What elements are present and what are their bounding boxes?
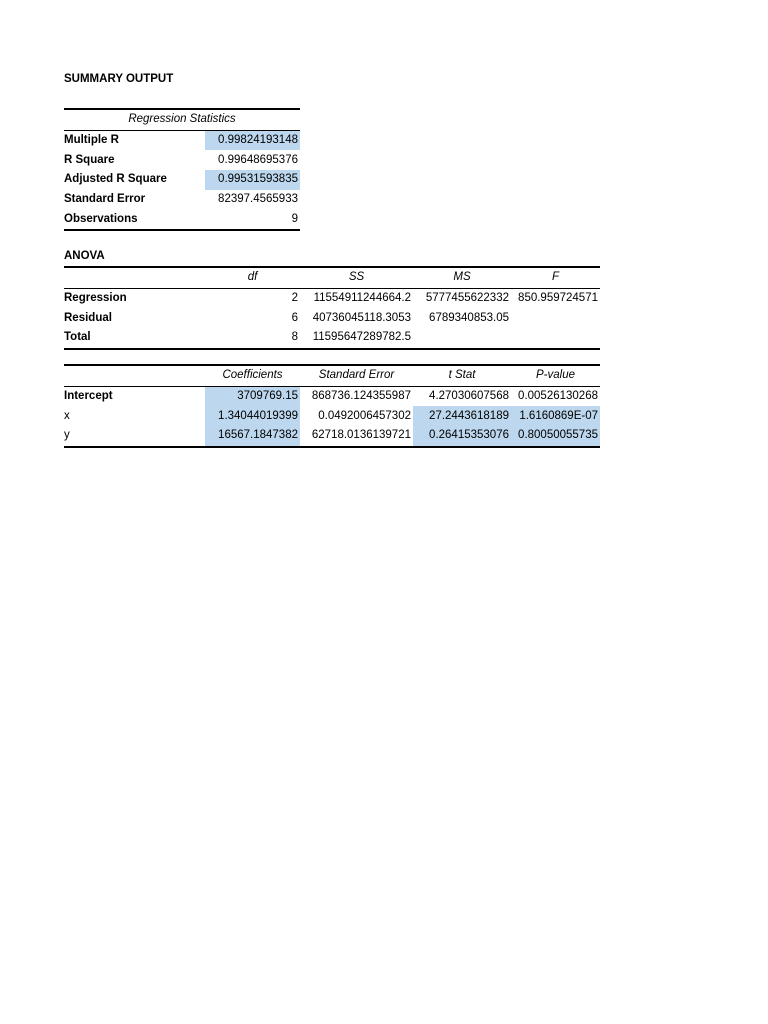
coefficient-cell: 1.34044019399 xyxy=(205,406,300,426)
standard-error-cell: 62718.0136139721 xyxy=(300,426,413,447)
table-row xyxy=(64,288,600,308)
standard-error-cell: 868736.124355987 xyxy=(311,390,411,403)
df-cell: 6 xyxy=(291,311,298,324)
p-value-cell: 0.80050055735 xyxy=(511,426,600,447)
regression-statistics-table xyxy=(64,108,300,231)
column-header: MS xyxy=(413,267,511,288)
coefficient-cell: 16567.1847382 xyxy=(205,426,300,447)
p-value-cell: 0.00526130268 xyxy=(518,390,598,403)
row-label: x xyxy=(64,409,70,422)
table-row xyxy=(64,426,600,447)
row-label: Residual xyxy=(64,311,112,324)
column-header: SS xyxy=(300,267,413,288)
row-label: Intercept xyxy=(64,390,113,403)
ss-cell: 40736045118.3053 xyxy=(312,311,411,324)
table-row xyxy=(64,170,300,190)
row-label: y xyxy=(64,426,205,447)
column-header: F xyxy=(511,267,600,288)
ms-cell xyxy=(413,328,511,349)
page-title: SUMMARY OUTPUT xyxy=(64,73,174,85)
f-cell xyxy=(511,308,600,328)
coefficients-table xyxy=(64,364,600,448)
stat-value: 82397.4565933 xyxy=(218,193,298,206)
stat-value: 0.99531593835 xyxy=(205,170,300,190)
f-cell: 850.959724571 xyxy=(518,292,598,305)
p-value-cell: 1.6160869E-07 xyxy=(511,406,600,426)
table-row xyxy=(64,406,600,426)
column-header: Coefficients xyxy=(205,365,300,386)
column-header: Standard Error xyxy=(300,365,413,386)
anova-header-row xyxy=(64,267,600,288)
table-row xyxy=(64,150,300,170)
t-stat-cell: 27.2443618189 xyxy=(413,406,511,426)
table-row xyxy=(64,386,600,406)
stat-label: Multiple R xyxy=(64,134,119,147)
t-stat-cell: 4.27030607568 xyxy=(429,390,509,403)
t-stat-cell: 0.26415353076 xyxy=(413,426,511,447)
table-row xyxy=(64,190,300,210)
column-header: df xyxy=(205,267,300,288)
column-header: P-value xyxy=(511,365,600,386)
stat-label: R Square xyxy=(64,153,115,166)
stat-value: 0.99648695376 xyxy=(218,153,298,166)
row-label: Total xyxy=(64,328,205,349)
row-label: Regression xyxy=(64,292,127,305)
f-cell xyxy=(511,328,600,349)
ms-cell: 5777455622332 xyxy=(425,292,509,305)
anova-label: ANOVA xyxy=(64,250,105,262)
ss-cell: 11595647289782.5 xyxy=(300,328,413,349)
empty-cell xyxy=(64,267,205,288)
stat-label: Standard Error xyxy=(64,193,146,206)
df-cell: 2 xyxy=(291,292,298,305)
stat-value: 0.99824193148 xyxy=(205,130,300,150)
df-cell: 8 xyxy=(205,328,300,349)
stat-label: Observations xyxy=(64,209,205,230)
anova-table xyxy=(64,266,600,350)
stat-value: 9 xyxy=(205,209,300,230)
column-header: t Stat xyxy=(413,365,511,386)
regression-statistics-header: Regression Statistics xyxy=(64,109,300,130)
ss-cell: 11554911244664.2 xyxy=(313,292,411,305)
coefficients-header-row xyxy=(64,365,600,386)
empty-cell xyxy=(64,365,205,386)
table-row xyxy=(64,130,300,150)
standard-error-cell: 0.0492006457302 xyxy=(318,409,411,422)
table-row xyxy=(64,209,300,230)
stat-label: Adjusted R Square xyxy=(64,173,167,186)
ms-cell: 6789340853.05 xyxy=(429,311,509,324)
table-row xyxy=(64,308,600,328)
coefficient-cell: 3709769.15 xyxy=(205,386,300,406)
regression-statistics-header-row xyxy=(64,109,300,130)
table-row xyxy=(64,328,600,349)
